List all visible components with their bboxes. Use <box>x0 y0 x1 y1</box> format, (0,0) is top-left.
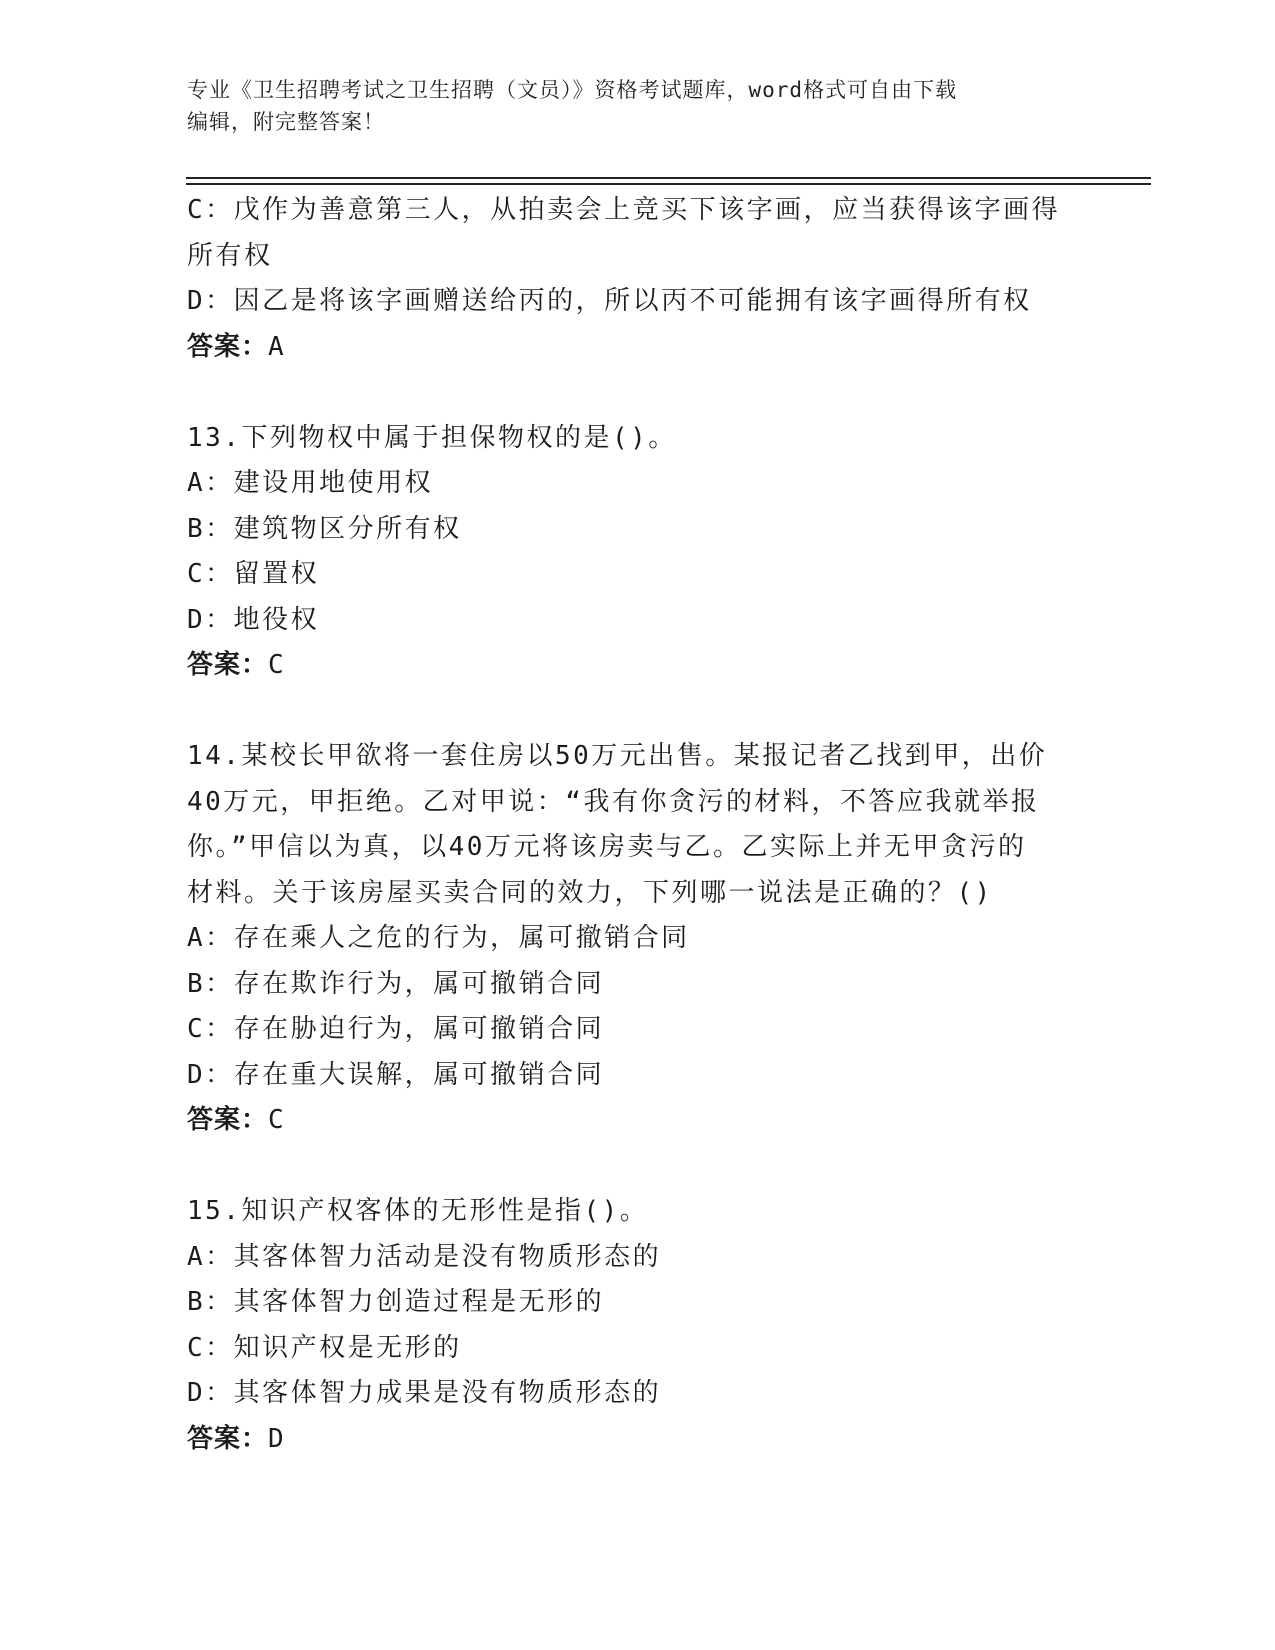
spacer <box>187 1144 1087 1190</box>
answer-label: 答案： <box>187 331 269 362</box>
option-c: C：存在胁迫行为，属可撤销合同 <box>187 1014 605 1044</box>
question-text-line-1: 14.某校长甲欲将一套住房以50万元出售。某报记者乙找到甲，出价 <box>187 741 1048 771</box>
option-b: B：存在欺诈行为，属可撤销合同 <box>187 968 605 999</box>
option-c: C：戊作为善意第三人，从拍卖会上竞买下该字画，应当获得该字画得 <box>187 195 1061 225</box>
question-text-line-3: 你。”甲信以为真，以40万元将该房卖与乙。乙实际上并无甲贪污的 <box>187 832 1027 862</box>
option-a: A：存在乘人之危的行为，属可撤销合同 <box>187 923 690 953</box>
question-text: 13.下列物权中属于担保物权的是()。 <box>187 422 677 453</box>
answer-line <box>187 1098 1087 1144</box>
question-15 <box>187 1189 1087 1462</box>
header-line-1: 专业《卫生招聘考试之卫生招聘（文员）》资格考试题库，word格式可自由下载 <box>187 78 958 102</box>
answer-line <box>187 1417 1087 1463</box>
option-b: B：建筑物区分所有权 <box>187 513 462 544</box>
answer-label: 答案： <box>187 1423 269 1454</box>
document-header <box>187 74 1087 138</box>
answer-value: A <box>268 331 287 362</box>
spacer <box>187 689 1087 735</box>
answer-value: C <box>268 1105 287 1135</box>
header-divider-bottom <box>186 183 1151 185</box>
question-13 <box>187 416 1087 689</box>
spacer <box>187 370 1087 416</box>
answer-value: C <box>268 650 287 680</box>
header-line-2: 编辑，附完整答案！ <box>187 110 385 134</box>
option-b: B：其客体智力创造过程是无形的 <box>187 1287 605 1317</box>
header-divider-top <box>186 177 1151 179</box>
question-text-line-4: 材料。关于该房屋买卖合同的效力，下列哪一说法是正确的？() <box>187 877 993 908</box>
answer-label: 答案： <box>187 650 269 680</box>
question-text-line-2: 40万元，甲拒绝。乙对甲说：“我有你贪污的材料，不答应我就举报 <box>187 786 1040 817</box>
option-c-continued: 所有权 <box>187 240 273 271</box>
question-14 <box>187 734 1087 1144</box>
document-body <box>187 188 1087 1462</box>
option-a: A：其客体智力活动是没有物质形态的 <box>187 1241 662 1272</box>
question-text: 15.知识产权客体的无形性是指()。 <box>187 1196 649 1226</box>
question-12-tail <box>187 188 1087 370</box>
answer-line <box>187 643 1087 689</box>
option-d: D：地役权 <box>187 604 320 635</box>
option-c: C：知识产权是无形的 <box>187 1332 462 1363</box>
answer-line <box>187 325 1087 371</box>
answer-value: D <box>268 1423 287 1454</box>
option-d: D：其客体智力成果是没有物质形态的 <box>187 1378 662 1408</box>
option-a: A：建设用地使用权 <box>187 468 434 498</box>
option-d: D：因乙是将该字画赠送给丙的，所以丙不可能拥有该字画得所有权 <box>187 286 1032 316</box>
answer-label: 答案： <box>187 1105 269 1135</box>
option-d: D：存在重大误解，属可撤销合同 <box>187 1059 605 1090</box>
option-c: C：留置权 <box>187 559 320 589</box>
